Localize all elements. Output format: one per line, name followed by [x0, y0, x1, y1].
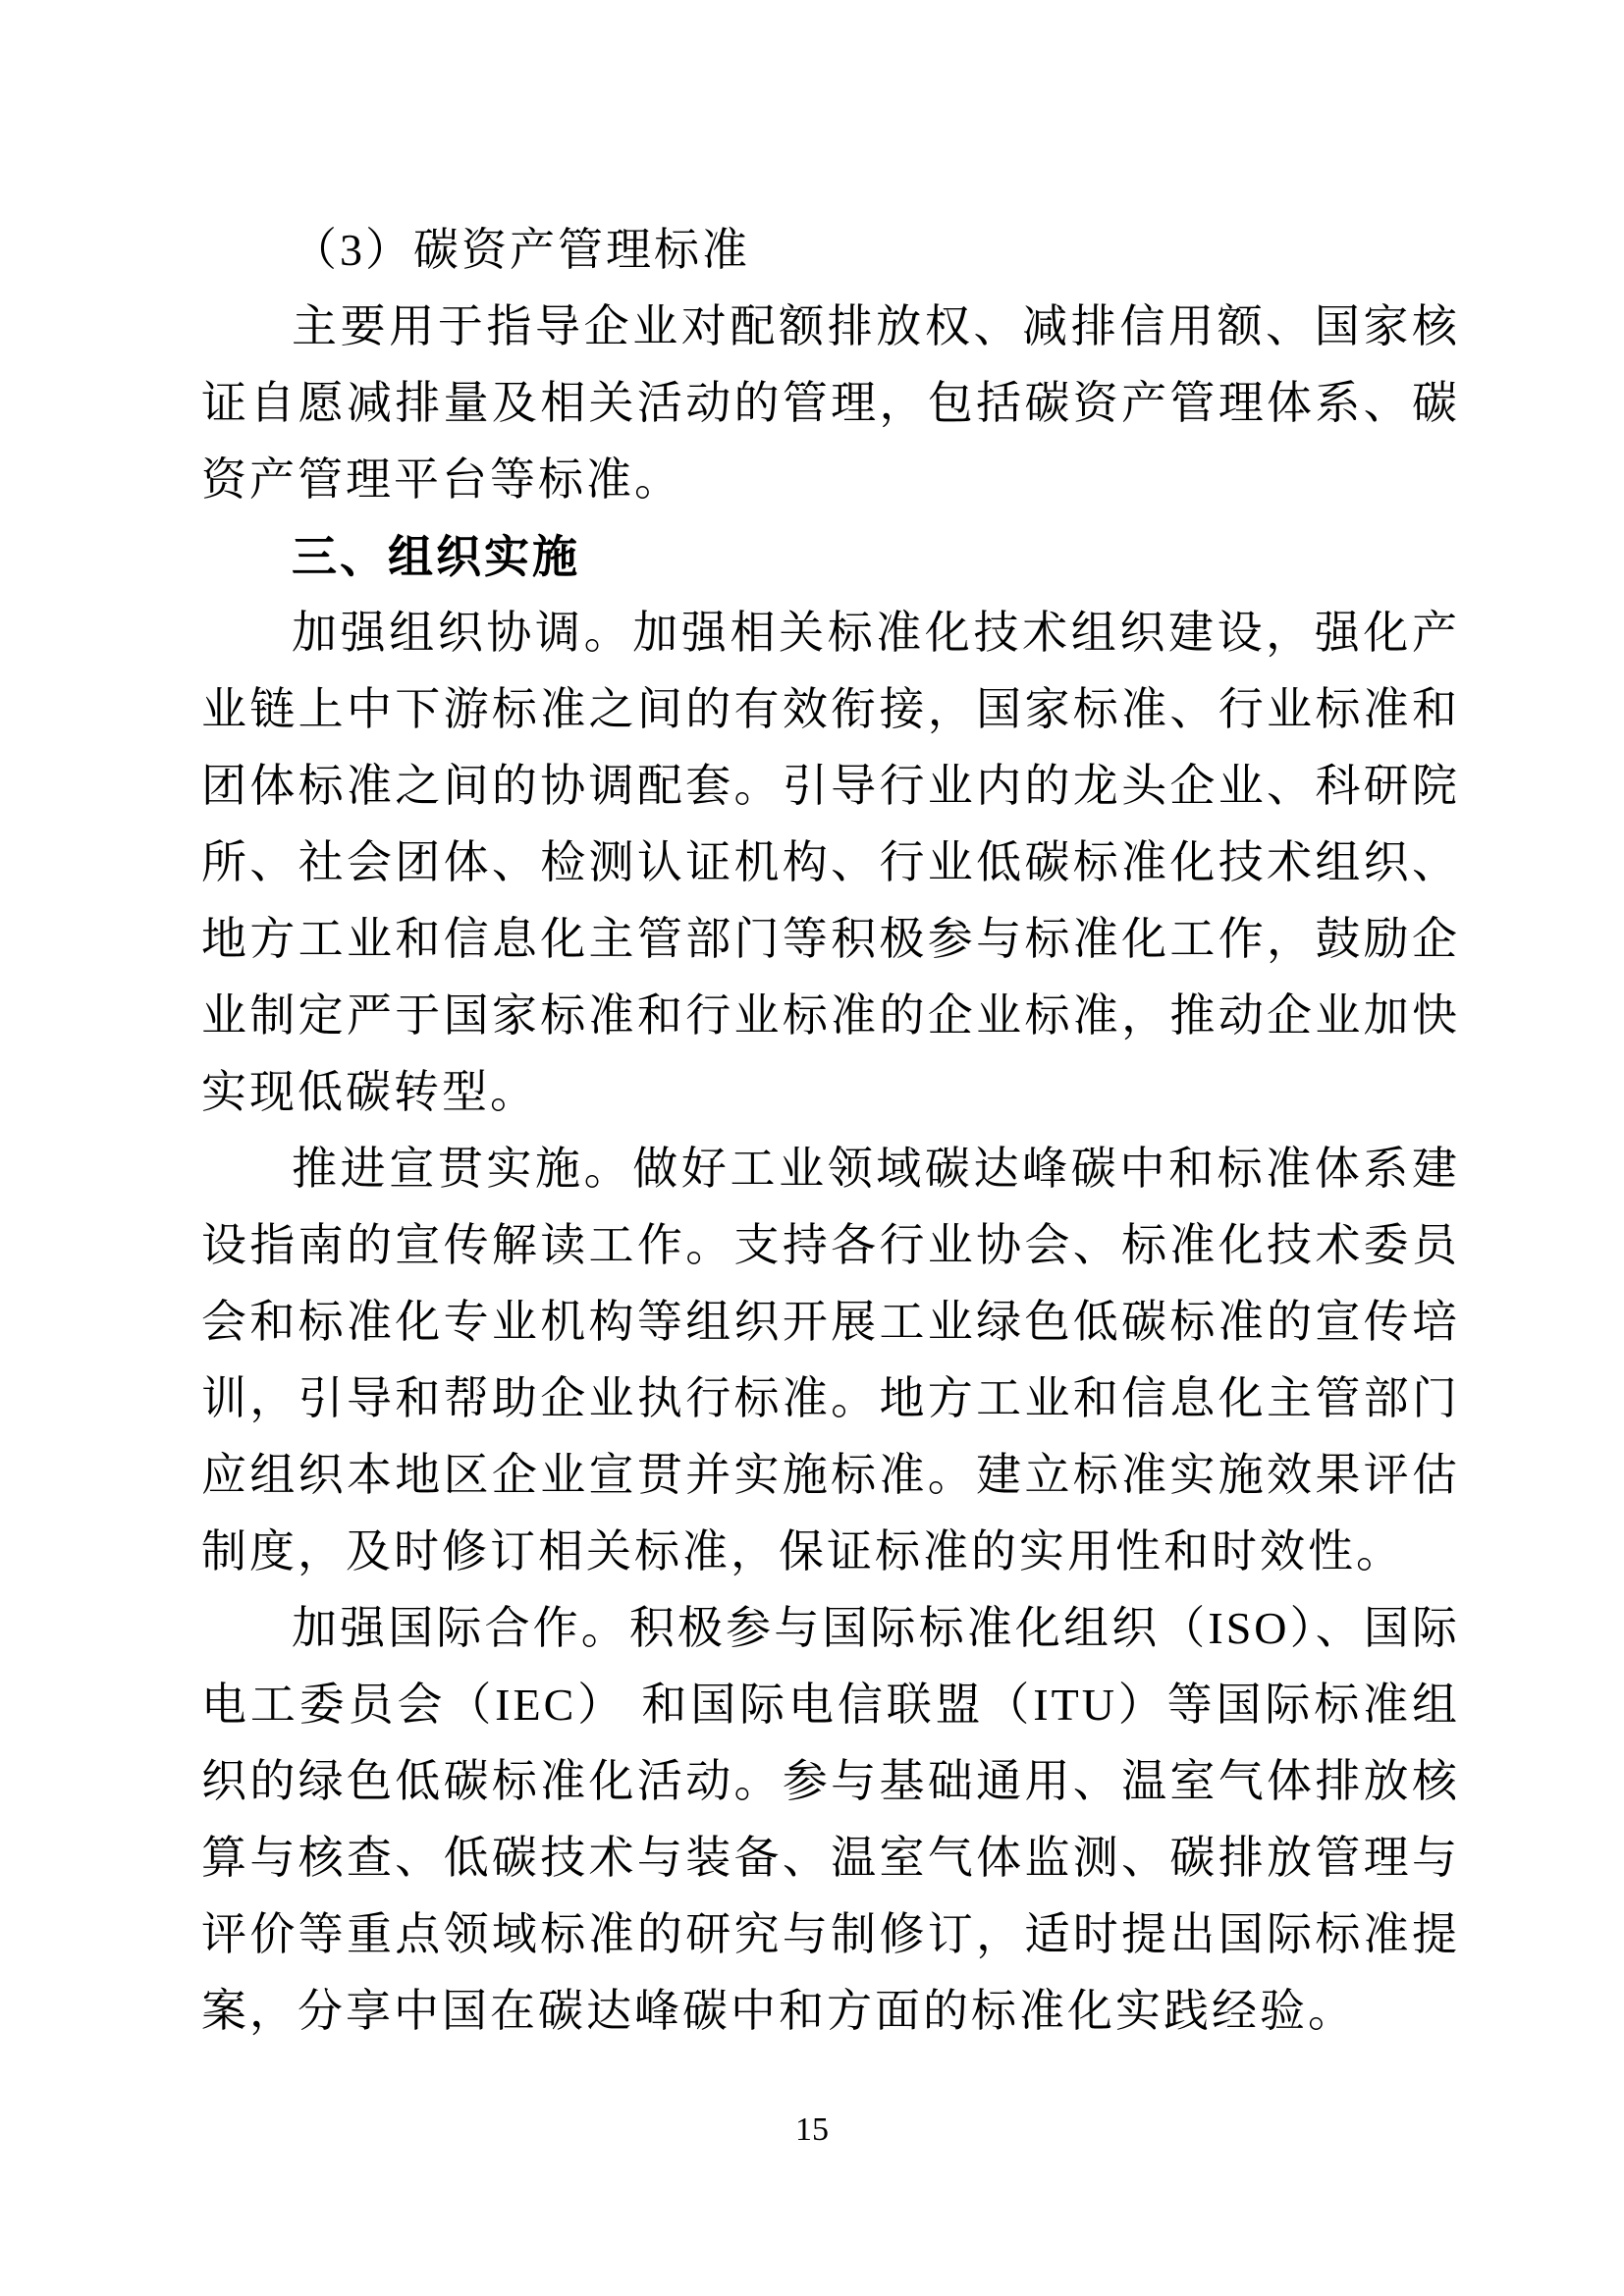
subheading-carbon-asset-standards: （3）碳资产管理标准 [292, 225, 750, 275]
paragraph-promote-implementation: 推进宣贯实施。做好工业领域碳达峰碳中和标准体系建设指南的宣传解读工作。支持各行业协会、标准化技术委员会和标准化专业机构等组织开展工业绿色低碳标准的宣传培训，引导和帮助企业执行标准。地方工业和信息化主管部门应组织本地区企业宣贯并实施标准。建立标准实施效果评估制度，及时修订相关标准，保证标准的实用性和时效性。 [201, 1144, 1460, 1576]
document-body [201, 212, 1460, 2050]
paragraph-international-cooperation: 加强国际合作。积极参与国际标准化组织（ISO）、国际电工委员会（IEC） 和国际电信联盟（ITU）等国际标准组织的绿色低碳标准化活动。参与基础通用、温室气体排放核算与核查、低碳技术与装备、温室气体监测、碳排放管理与评价等重点领域标准的研究与制修订，适时提出国际标准提案，分享中国在碳达峰碳中和方面的标准化实践经验。 [201, 1603, 1460, 2036]
paragraph-strengthen-coordination: 加强组织协调。加强相关标准化技术组织建设，强化产业链上中下游标准之间的有效衔接，国家标准、行业标准和团体标准之间的协调配套。引导行业内的龙头企业、科研院所、社会团体、检测认证机构、行业低碳标准化技术组织、地方工业和信息化主管部门等积极参与标准化工作，鼓励企业制定严于国家标准和行业标准的企业标准，推动企业加快实现低碳转型。 [201, 608, 1460, 1117]
page-number: 15 [795, 2111, 829, 2148]
paragraph-carbon-asset-description: 主要用于指导企业对配额排放权、减排信用额、国家核证自愿减排量及相关活动的管理，包括碳资产管理体系、碳资产管理平台等标准。 [201, 301, 1460, 505]
heading-organization-implementation: 三、组织实施 [292, 531, 580, 582]
